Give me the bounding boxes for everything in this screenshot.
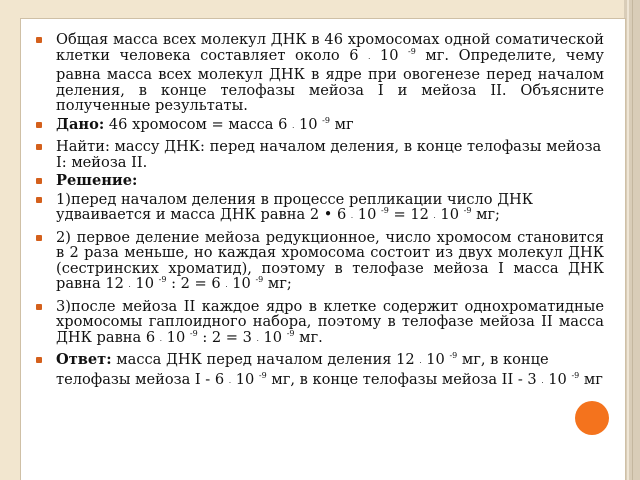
decorative-circle-icon	[575, 401, 609, 435]
step-text: = 12	[393, 206, 429, 223]
solution-heading	[36, 173, 604, 189]
dot-symbol: ·	[350, 214, 354, 222]
problem-text: Общая масса всех молекул ДНК в 46 хромосомах одной соматической клетки человека составляет около 6	[56, 31, 604, 64]
given-text: 46 хромосом = масса 6	[108, 115, 288, 133]
exponent: -9	[571, 370, 580, 380]
solution-step-1	[36, 192, 604, 227]
problem-text-end: мг. Определите, чему равна масса всех молекул ДНК в ядре при овогенезе перед началом деления, в конце телофазы мейоза I и мейоза II. Объясните полученные результаты.	[56, 46, 605, 114]
answer-text: мг, в конце телофазы мейоза I - 6	[56, 351, 549, 388]
power-base: 10	[263, 328, 283, 346]
bullet-icon	[36, 197, 42, 203]
step-text: 2) первое деление мейоза редукционное, число хромосом становится в 2 раза меньше, но каждая хромосома состоит из двух молекул ДНК (сестринских хроматид), поэтому в телофазе мейоза I масса ДНК равна 12	[56, 228, 604, 292]
answer-text: мг, в конце телофазы мейоза II - 3	[271, 370, 537, 388]
answer-label: Ответ:	[56, 351, 112, 368]
bullet-icon	[36, 37, 42, 43]
power-base: 10	[548, 370, 567, 388]
power-base: 10	[379, 46, 399, 64]
bullet-icon	[36, 178, 42, 184]
solution-step-2	[36, 230, 604, 296]
step-text: мг;	[267, 275, 292, 292]
power-base: 10	[232, 275, 251, 292]
dot-symbol: ·	[541, 378, 544, 387]
exponent: -9	[408, 46, 416, 56]
exponent: -9	[255, 275, 264, 284]
step-text: 3)после мейоза II каждое ядро в клетке содержит однохроматидные хромосомы гаплоидного набора, поэтому в телофазе мейоза II масса ДНК равна 6	[56, 297, 604, 346]
dot-symbol: ·	[368, 54, 371, 63]
power-base: 10	[166, 328, 186, 346]
power-base: 10	[235, 370, 255, 388]
bullet-icon	[36, 304, 42, 310]
bullet-icon	[36, 122, 42, 128]
power-base: 10	[426, 351, 445, 368]
given-line	[36, 117, 604, 137]
exponent: -9	[449, 351, 458, 360]
bullet-list	[36, 32, 604, 394]
find-text: Найти: массу ДНК: перед началом деления, в конце телофазы мейоза I: мейоза II.	[56, 138, 602, 171]
answer-text: масса ДНК перед началом деления 12	[116, 351, 415, 368]
answer-unit: мг	[583, 370, 603, 388]
power-base: 10	[298, 115, 318, 133]
power-base: 10	[135, 275, 154, 292]
decorative-side-bar	[624, 0, 640, 480]
dot-symbol: ·	[128, 283, 131, 291]
dot-symbol: ·	[228, 378, 232, 387]
solution-step-3	[36, 299, 604, 350]
exponent: -9	[158, 275, 167, 284]
find-line	[36, 139, 604, 170]
dot-symbol: ·	[256, 336, 259, 345]
given-label: Дано:	[56, 115, 105, 133]
exponent: -9	[381, 206, 389, 215]
problem-statement	[36, 32, 604, 114]
exponent: -9	[463, 206, 472, 215]
step-text: : 2 = 3	[202, 328, 252, 346]
exponent: -9	[286, 328, 295, 338]
exponent: -9	[322, 115, 330, 125]
step-text: 1)перед началом деления в процессе репликации число ДНК удваивается и масса ДНК равна 2 • 6	[56, 190, 534, 223]
bullet-icon	[36, 357, 42, 363]
exponent: -9	[258, 370, 267, 380]
power-base: 10	[440, 206, 459, 223]
bullet-icon	[36, 144, 42, 150]
dot-symbol: ·	[292, 123, 295, 132]
step-text: мг.	[299, 328, 323, 346]
step-text: : 2 = 6	[171, 275, 221, 292]
power-base: 10	[357, 206, 377, 223]
given-unit: мг	[334, 115, 354, 133]
dot-symbol: ·	[419, 359, 422, 367]
dot-symbol: ·	[159, 336, 163, 345]
step-text: мг;	[476, 206, 500, 223]
bullet-icon	[36, 235, 42, 241]
dot-symbol: ·	[433, 214, 436, 222]
solution-label: Решение:	[56, 172, 138, 189]
exponent: -9	[189, 328, 198, 338]
dot-symbol: ·	[225, 283, 228, 291]
answer-line	[36, 352, 604, 391]
